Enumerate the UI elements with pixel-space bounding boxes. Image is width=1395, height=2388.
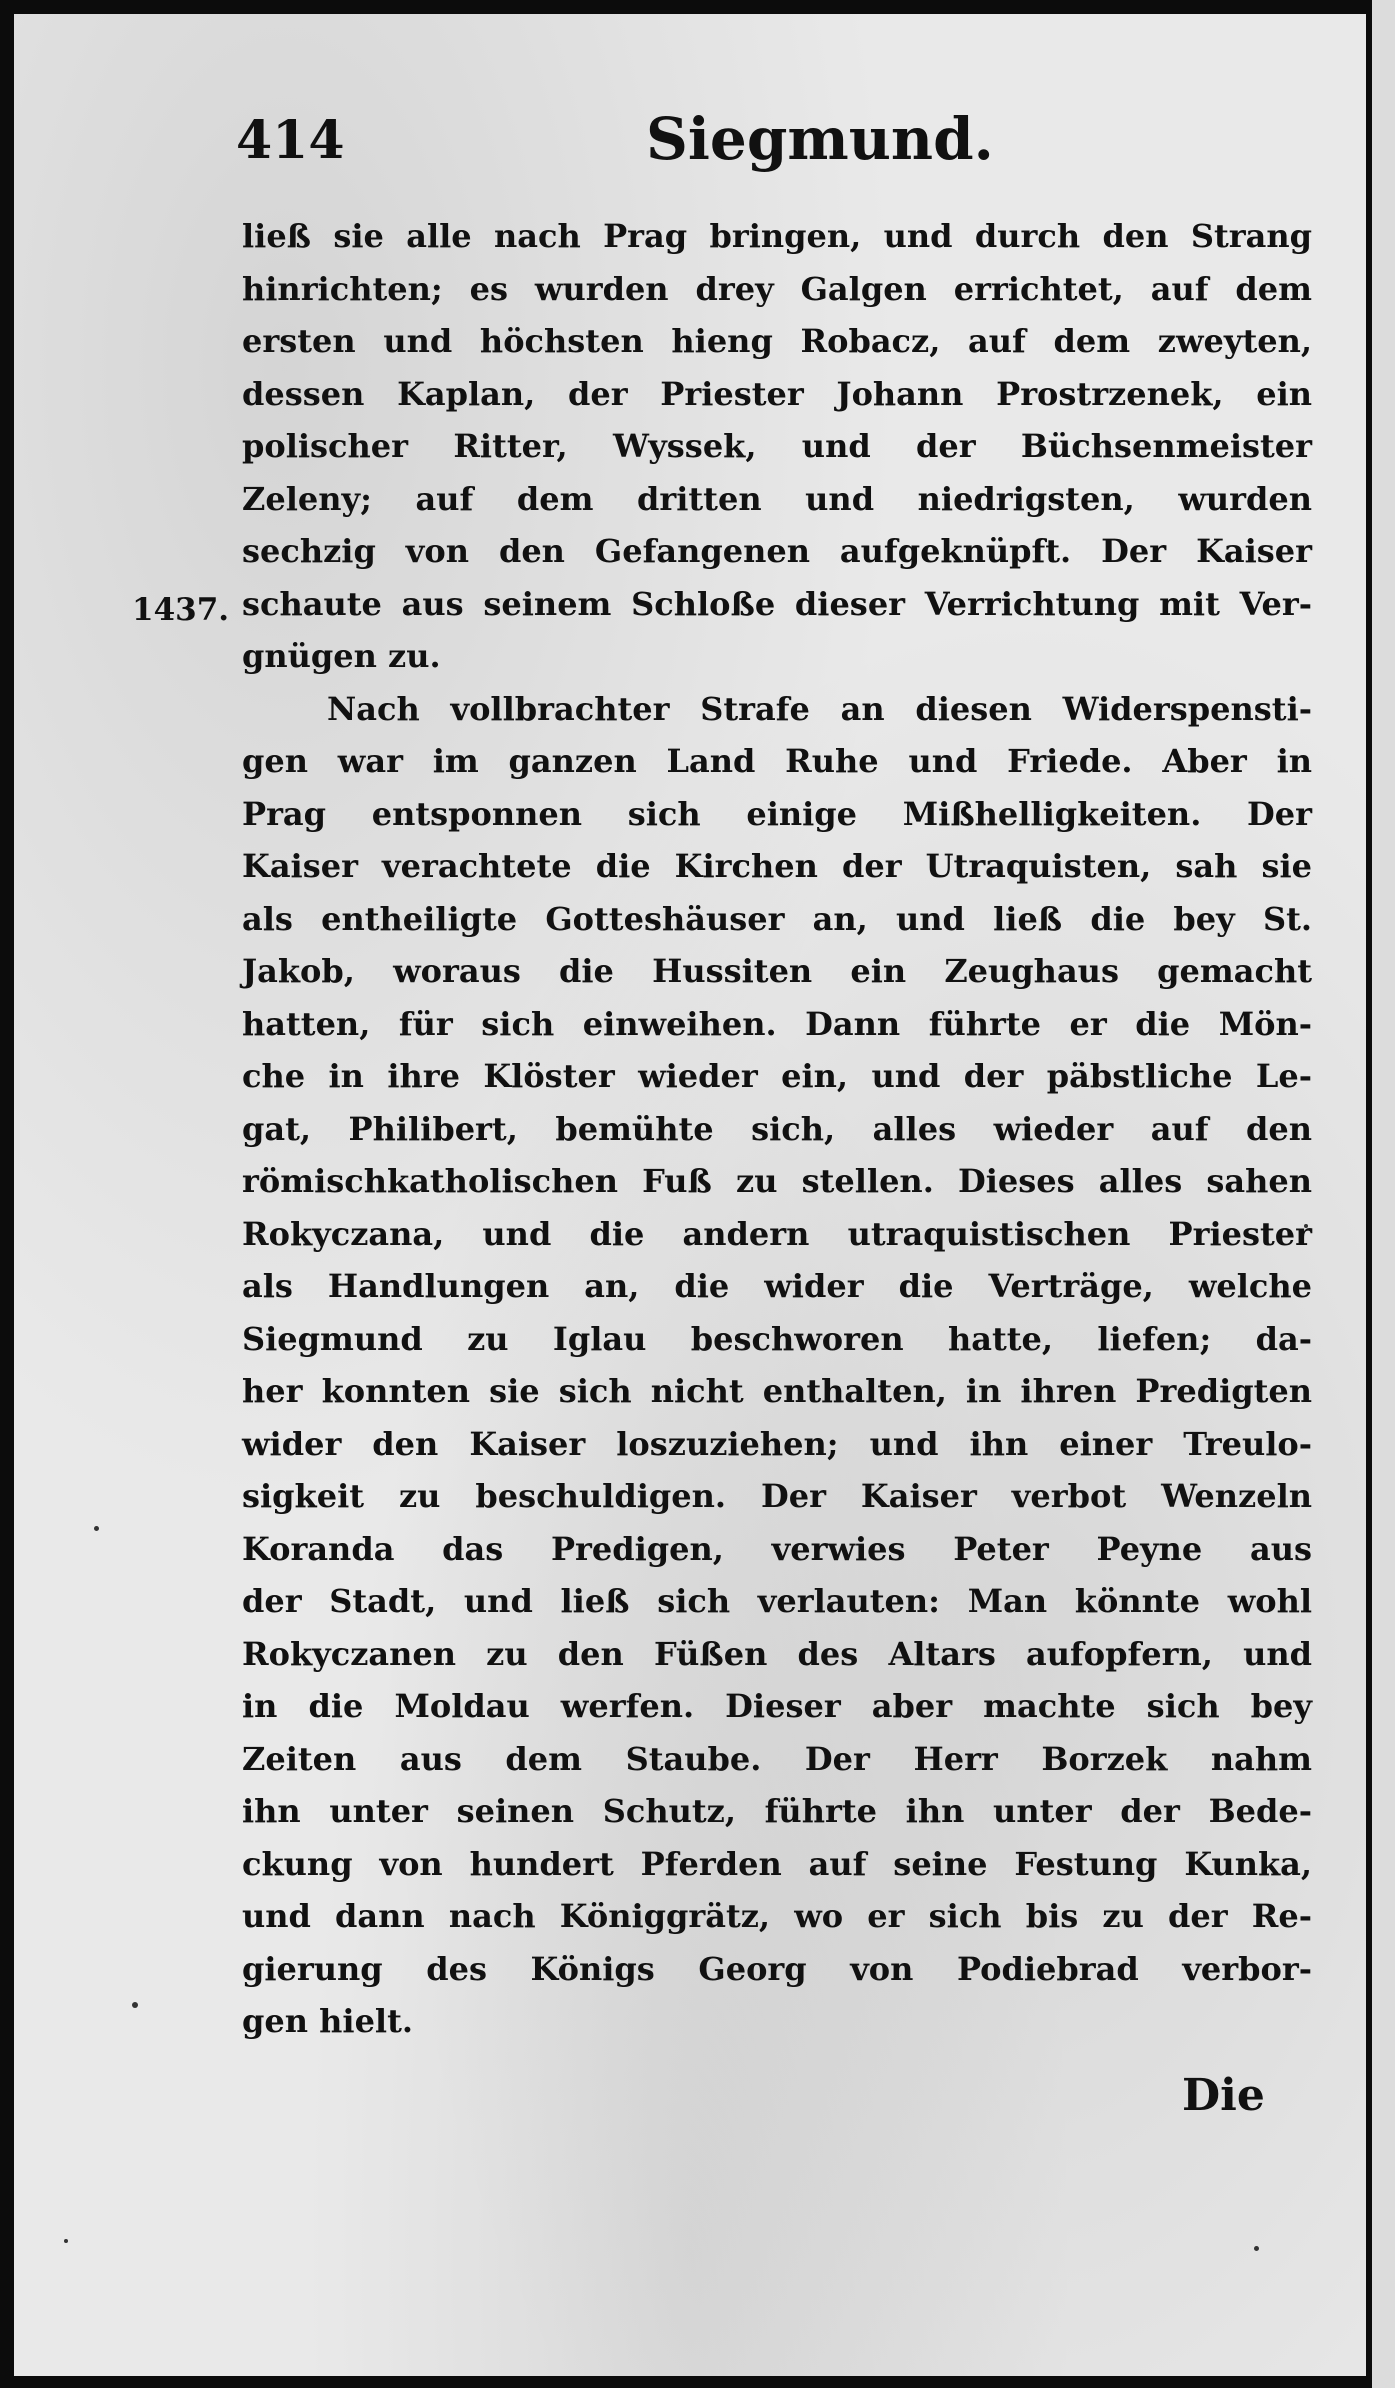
text-line: sechzig von den Gefangenen aufgeknüpft. Der Kaiser xyxy=(242,532,1312,570)
text-line: ließ sie alle nach Prag bringen, und durch den Strang xyxy=(242,217,1312,255)
text-line: gat, Philibert, bemühte sich, alles wieder auf den xyxy=(242,1109,1312,1148)
text-line: polischer Ritter, Wyssek, und der Büchsenmeister xyxy=(242,427,1312,465)
catchword: Die xyxy=(1182,2070,1265,2121)
text-line: sigkeit zu beschuldigen. Der Kaiser verbot Wenzeln xyxy=(242,1477,1312,1515)
text-line: römischkatholischen Fuß zu stellen. Dieses alles sahen xyxy=(242,1162,1312,1200)
running-head: Siegmund. xyxy=(646,105,994,173)
text-line: che in ihre Klöster wieder ein, und der päbstliche Le- xyxy=(242,1057,1312,1095)
text-line: Zeleny; auf dem dritten und niedrigsten, wurden xyxy=(242,479,1312,518)
text-line: ihn unter seinen Schutz, führte ihn unter der Bede- xyxy=(242,1792,1312,1830)
text-line: Nach vollbrachter Strafe an diesen Widerspensti- xyxy=(327,689,1312,728)
text-line: und dann nach Königgrätz, wo er sich bis zu der Re- xyxy=(242,1897,1312,1935)
paper-speck xyxy=(132,2002,138,2008)
text-line: der Stadt, und ließ sich verlauten: Man könnte wohl xyxy=(242,1582,1312,1620)
page-header xyxy=(226,100,1346,180)
text-line: her konnten sie sich nicht enthalten, in ihren Predigten xyxy=(242,1372,1312,1410)
text-line: Koranda das Predigen, verwies Peter Peyne aus xyxy=(242,1529,1312,1568)
page-number: 414 xyxy=(236,110,345,171)
text-line: Zeiten aus dem Staube. Der Herr Borzek nahm xyxy=(242,1739,1312,1778)
text-line: schaute aus seinem Schloße dieser Verrichtung mit Ver- xyxy=(242,584,1312,623)
text-line: wider den Kaiser loszuziehen; und ihn einer Treulo- xyxy=(242,1424,1312,1463)
text-line: als Handlungen an, die wider die Verträge, welche xyxy=(242,1267,1312,1305)
text-line: gen hielt. xyxy=(242,2002,413,2040)
text-line: dessen Kaplan, der Priester Johann Prostrzenek, ein xyxy=(242,374,1312,413)
adjacent-page-edge xyxy=(1372,0,1395,2388)
paper-speck xyxy=(94,1526,99,1531)
text-line: Rokyczana, und die andern utraquistischen Priester xyxy=(242,1214,1312,1253)
text-line: hinrichten; es wurden drey Galgen errichtet, auf dem xyxy=(242,269,1312,308)
text-line: gierung des Königs Georg von Podiebrad verbor- xyxy=(242,1949,1312,1988)
text-line: als entheiligte Gotteshäuser an, und ließ die bey St. xyxy=(242,899,1312,938)
body-text xyxy=(242,210,1312,2048)
text-line: Siegmund zu Iglau beschworen hatte, liefen; da- xyxy=(242,1319,1312,1358)
text-line: Kaiser verachtete die Kirchen der Utraquisten, sah sie xyxy=(242,847,1312,885)
paper-speck xyxy=(1254,2246,1259,2251)
text-line: in die Moldau werfen. Dieser aber machte sich bey xyxy=(242,1687,1312,1725)
text-line: gen war im ganzen Land Ruhe und Friede. Aber in xyxy=(242,742,1312,780)
text-line: Jakob, woraus die Hussiten ein Zeughaus gemacht xyxy=(242,952,1312,990)
text-line: gnügen zu. xyxy=(242,637,441,675)
text-line: ersten und höchsten hieng Robacz, auf dem zweyten, xyxy=(242,322,1312,360)
text-line: hatten, für sich einweihen. Dann führte er die Mön- xyxy=(242,1004,1312,1043)
text-line: Rokyczanen zu den Füßen des Altars aufopfern, und xyxy=(242,1634,1312,1673)
paper-speck xyxy=(64,2239,68,2243)
text-line: ckung von hundert Pferden auf seine Festung Kunka, xyxy=(242,1844,1312,1883)
margin-year-note: 1437. xyxy=(132,592,230,628)
text-line: Prag entsponnen sich einige Mißhelligkeiten. Der xyxy=(242,794,1312,833)
